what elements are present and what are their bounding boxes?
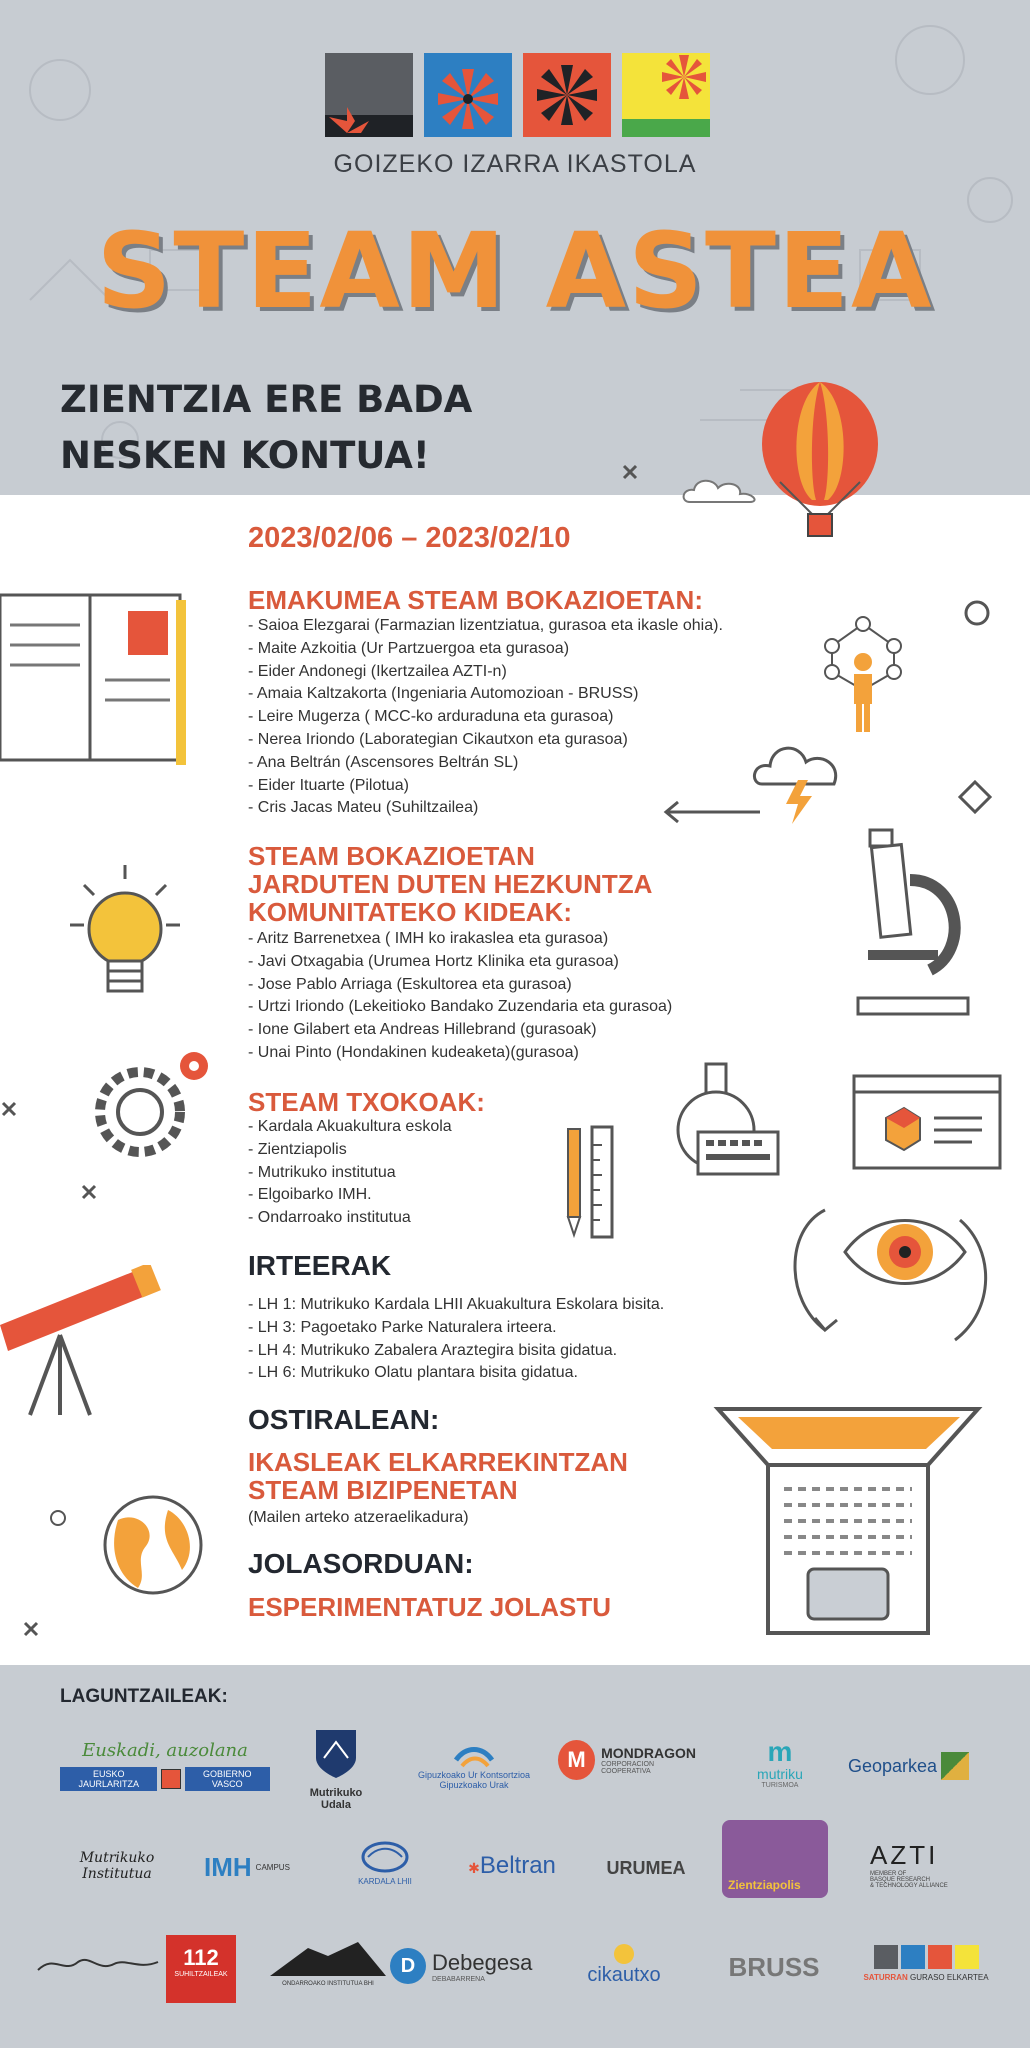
sponsor-beltran — [452, 1852, 572, 1880]
flask-keyboard-icon — [670, 1060, 780, 1185]
coat-of-arms-icon — [161, 1769, 180, 1789]
shield-icon — [314, 1728, 358, 1780]
list-item: - Nerea Iriondo (Laborategian Cikautxon eta gurasoa) — [248, 730, 628, 748]
heading-line: STEAM BOKAZIOETAN — [248, 841, 535, 871]
sponsor-mondragon — [558, 1740, 698, 1780]
sponsor-euskadi — [60, 1740, 270, 1791]
signature-logo-icon — [34, 1950, 164, 1980]
sponsor-imh — [204, 1852, 304, 1883]
sponsor-text: Debegesa — [432, 1949, 533, 1975]
list-item: - Zientziapolis — [248, 1140, 347, 1158]
sponsor-text: Mutrikuko Udala — [309, 1787, 363, 1811]
list-item: - LH 1: Mutrikuko Kardala LHII Akuakultura Eskolara bisita. — [248, 1296, 665, 1313]
cikautxo-logo-icon — [614, 1944, 634, 1964]
debegesa-logo-icon: D — [390, 1948, 426, 1984]
sponsor-text: GOBIERNO VASCO — [185, 1767, 270, 1791]
telescope-icon — [0, 1265, 170, 1425]
list-item: - Ana Beltrán (Ascensores Beltrán SL) — [248, 753, 519, 771]
sponsor-text: mutriku — [757, 1766, 803, 1782]
list-item: - Saioa Elezgarai (Farmazian lizentziatua, gurasoa eta ikasle ohia). — [248, 617, 723, 634]
list-item: - Cris Jacas Mateu (Suhiltzailea) — [248, 799, 479, 817]
sponsor-kardala — [340, 1840, 430, 1886]
mondragon-logo-icon: M — [558, 1740, 595, 1780]
sponsor-text: cikautxo — [587, 1964, 661, 1986]
list-item: - Elgoibarko IMH. — [248, 1186, 372, 1204]
diamond-icon — [958, 780, 992, 814]
ondarroako-logo-icon — [268, 1938, 388, 1978]
sponsor-text: MEMBER OF — [870, 1871, 907, 1877]
heading-line: STEAM BIZIPENETAN — [248, 1475, 518, 1505]
sponsor-112 — [166, 1935, 236, 2003]
list-item: - Eider Ituarte (Pilotua) — [248, 776, 409, 794]
playtime-activity: ESPERIMENTATUZ JOLASTU — [248, 1592, 612, 1622]
sponsor-text: Beltran — [479, 1852, 556, 1879]
x-mark-icon — [0, 1100, 20, 1120]
list-item: - Ondarroako institutua — [248, 1209, 411, 1227]
sponsor-text: SATURRAN — [863, 1973, 908, 1982]
star-icon — [424, 53, 512, 137]
star-icon — [656, 53, 710, 107]
logo-square-yellow — [622, 53, 710, 137]
friday-note: (Mailen arteko atzeraelikadura) — [248, 1509, 469, 1526]
section-heading-corners: STEAM TXOKOAK: — [248, 1087, 485, 1117]
heading-line: IKASLEAK ELKARREKINTZAN — [248, 1447, 628, 1477]
sponsor-text: BASQUE RESEARCH — [870, 1877, 931, 1883]
logo-square-blue — [424, 53, 512, 137]
list-item: - Kardala Akuakultura eskola — [248, 1118, 452, 1135]
cloud-icon — [680, 476, 770, 506]
pencil-icon — [560, 1125, 590, 1240]
network-person-icon — [818, 612, 908, 747]
heading-line: JARDUTEN DUTEN HEZKUNTZA — [248, 869, 653, 899]
list-item: - Leire Mugerza ( MCC-ko arduraduna eta gurasoa) — [248, 708, 614, 726]
microscope-icon — [850, 820, 990, 1020]
sponsor-mutrikuko-institutua: Mutrikuko Institutua — [79, 1850, 155, 1882]
logo-square-grey — [325, 53, 413, 137]
school-name: GOIZEKO IZARRA IKASTOLA — [333, 150, 697, 178]
fish-logo-icon — [360, 1840, 410, 1874]
list-item: - Aritz Barrenetxea ( IMH ko irakaslea eta gurasoa) — [248, 930, 609, 947]
sponsor-gipuzkoa-urak — [414, 1738, 534, 1790]
sponsor-bruss: BRUSS — [728, 1952, 820, 1982]
page-title: STEAM ASTEA — [96, 210, 934, 332]
sponsor-text: DEBABARRENA — [432, 1975, 485, 1983]
circle-icon — [48, 1508, 68, 1528]
sponsor-text: & TECHNOLOGY ALLIANCE — [870, 1883, 948, 1889]
ruler-icon — [588, 1125, 618, 1240]
section-heading-playtime: JOLASORDUAN: — [248, 1548, 474, 1579]
sponsor-debegesa — [390, 1948, 550, 1984]
section-heading-trips: IRTEERAK — [248, 1250, 392, 1281]
arrow-left-icon — [660, 800, 770, 824]
list-item: - Mutrikuko institutua — [248, 1163, 396, 1181]
list-item: - LH 6: Mutrikuko Olatu plantara bisita gidatua. — [248, 1364, 578, 1382]
subtitle — [60, 372, 472, 484]
sponsor-text: Euskadi, auzolana — [82, 1740, 248, 1761]
sponsor-zientziapolis — [722, 1820, 828, 1898]
list-item: - Amaia Kaltzakorta (Ingeniaria Automozioan - BRUSS) — [248, 685, 639, 703]
sponsor-saturran — [856, 1945, 996, 1982]
sponsor-text: Geoparkea — [848, 1755, 938, 1776]
section-heading-friday: OSTIRALEAN: — [248, 1404, 440, 1435]
list-item: - LH 4: Mutrikuko Zabalera Araztegira bisita gidatua. — [248, 1341, 618, 1359]
sponsor-text: CAMPUS — [255, 1863, 290, 1872]
list-item: - Javi Otxagabia (Urumea Hortz Klinika eta gurasoa) — [248, 952, 619, 970]
sponsor-azti — [870, 1840, 990, 1889]
browser-window-icon — [852, 1074, 1002, 1170]
gear-icon — [90, 1040, 220, 1170]
sponsor-text: SUHILTZAILEAK — [174, 1971, 228, 1978]
subtitle-line: NESKEN KONTUA! — [60, 434, 430, 477]
section-heading-women: EMAKUMEA STEAM BOKAZIOETAN: — [248, 585, 703, 615]
list-item: - Eider Andonegi (Ikertzailea AZTI-n) — [248, 662, 507, 680]
star-icon — [325, 93, 375, 137]
trips-list — [248, 1294, 664, 1385]
sponsor-text: 112 — [183, 1945, 219, 1970]
event-dates: 2023/02/06 – 2023/02/10 — [248, 522, 571, 554]
globe-icon — [98, 1490, 208, 1600]
geopark-logo-icon — [941, 1752, 969, 1780]
section-heading-community — [248, 842, 652, 926]
eye-cycle-icon — [785, 1190, 1000, 1355]
sponsor-text: EUSKO JAURLARITZA — [60, 1767, 157, 1791]
sponsor-text: Zientziapolis — [728, 1878, 801, 1892]
list-item: - Ione Gilabert eta Andreas Hillebrand (gurasoak) — [248, 1021, 597, 1039]
sponsor-text: AZTI — [870, 1840, 939, 1870]
beltran-logo-icon: ✱ — [468, 1860, 480, 1876]
sponsor-text: MONDRAGON — [601, 1745, 697, 1761]
friday-activity — [248, 1448, 628, 1504]
water-logo-icon — [454, 1738, 494, 1768]
sponsor-geoparkea — [848, 1752, 988, 1780]
heading-line: KOMUNITATEKO KIDEAK: — [248, 897, 573, 927]
saturran-logo-icon — [856, 1945, 996, 1969]
star-icon — [523, 53, 611, 137]
sponsor-text: KARDALA LHII — [358, 1877, 412, 1886]
sponsor-mutriku-turismoa — [740, 1738, 820, 1789]
list-item: - Unai Pinto (Hondakinen kudeaketa)(gurasoa) — [248, 1043, 579, 1061]
list-item: - Jose Pablo Arriaga (Eskultorea eta gurasoa) — [248, 975, 572, 993]
x-mark-icon — [22, 1620, 42, 1640]
list-item: - Urtzi Iriondo (Lekeitioko Bandako Zuzendaria eta gurasoa) — [248, 998, 673, 1016]
corners-list — [248, 1116, 452, 1230]
sponsor-mutriku-udala — [296, 1728, 376, 1811]
sponsor-urumea: URUMEA — [606, 1858, 686, 1878]
sponsor-text: ONDARROAKO INSTITUTUA BHI — [282, 1981, 374, 1987]
list-item: - LH 3: Pagoetako Parke Naturalera irteera. — [248, 1318, 557, 1336]
sponsor-text: Gipuzkoako Ur Kontsortzioa — [417, 1770, 531, 1780]
mutriku-logo-icon: m — [767, 1736, 793, 1767]
sponsor-cikautxo — [574, 1944, 674, 1987]
sponsor-text: TURISMOA — [761, 1782, 799, 1789]
sponsor-text: CORPORACION COOPERATIVA — [601, 1761, 655, 1775]
circle-icon — [962, 598, 992, 628]
x-mark-icon — [80, 1183, 100, 1203]
sponsor-text: Gipuzkoako Urak — [439, 1780, 509, 1790]
sponsor-text: IMH — [204, 1852, 252, 1882]
list-item: - Maite Azkoitia (Ur Partzuergoa eta gurasoa) — [248, 639, 570, 657]
subtitle-line: ZIENTZIA ERE BADA — [60, 378, 473, 421]
light-bulb-icon — [60, 865, 190, 1005]
sponsor-ondarroako — [258, 1938, 398, 1987]
sponsors-title: LAGUNTZAILEAK: — [60, 1686, 228, 1707]
sponsor-text: GURASO ELKARTEA — [909, 1973, 989, 1982]
community-list — [248, 928, 672, 1065]
women-list — [248, 615, 723, 820]
open-book-icon — [0, 585, 190, 770]
hot-air-balloon-icon — [750, 382, 890, 557]
logo-square-red — [523, 53, 611, 137]
x-mark-icon — [620, 462, 640, 482]
laptop-icon — [698, 1405, 998, 1637]
